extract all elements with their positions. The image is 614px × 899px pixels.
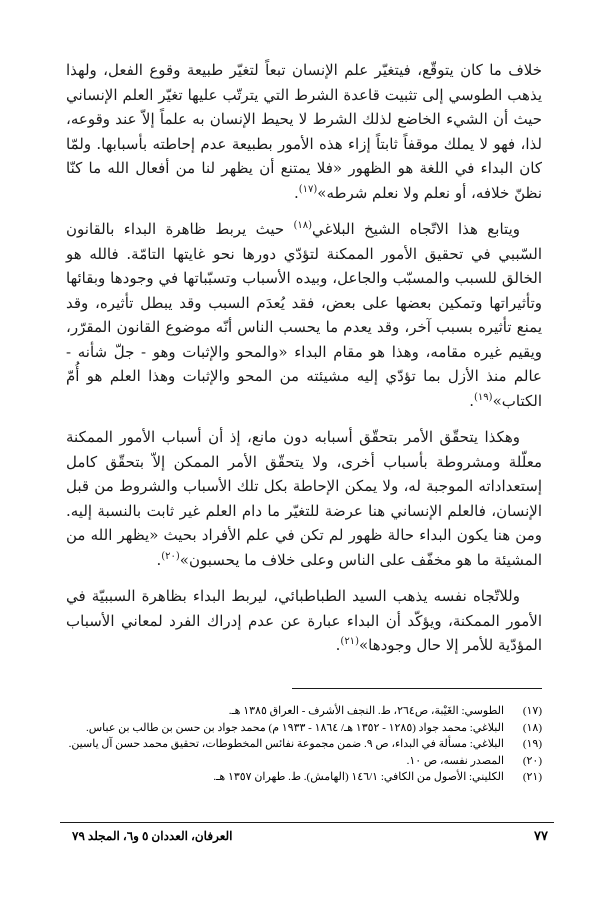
footnote-number: (١٩) bbox=[522, 738, 542, 750]
footnote-ref-20: (٢٠) bbox=[161, 550, 180, 562]
footnote-text: الطوسي: الغَيْبة، ص٢٦٤، ط. النجف الأشرف - العراق ١٣٨٥ هـ. bbox=[228, 705, 504, 717]
footnote-21 bbox=[66, 770, 542, 786]
footnote-number: (٢٠) bbox=[522, 754, 542, 767]
footnote-text: البلاغي: محمد جواد (١٢٨٥ - ١٣٥٢ هـ/ ١٨٦٤ - ١٩٣٣ م) محمد جواد بن حسن بن طالب بن عباس. bbox=[86, 721, 504, 734]
footnote-text: المصدر نفسه، ص ١٠. bbox=[406, 754, 504, 767]
paragraph-2-text-a: ويتابع هذا الاتّجاه الشيخ البلاغي bbox=[312, 220, 520, 238]
footnote-number: (١٨) bbox=[522, 721, 542, 734]
footnotes-list bbox=[66, 704, 542, 787]
footnote-number: (٢١) bbox=[522, 771, 542, 783]
paragraph-4-text: وللاتّجاه نفسه يذهب السيد الطباطبائي، ليربط البداء بظاهرة السببيّة في الأمور الممكنة، ويؤكّد أن البداء عبارة عن عدم إدراك الفرد لمعاني الأسباب المؤدّية للأمر إلا حال وجودها» bbox=[66, 587, 542, 654]
paragraph-2: ويتابع هذا الاتّجاه الشيخ البلاغي$^{(١٨)}$ حيث يربط ظاهرة البداء بالقانون السّببي في تحقيق الأمور الممكنة لتؤدّي دورها نحو غايتها التامّة. فالله هو الخالق للسبب والمسبّب والجاعل، وبيده الأسباب وتسبّباتها في وجودها وبقائها وتأثيراتها وتمكين بعضها على بعض، فقد يُعدَم السبب وقد يبطل تأثيره، وقد يمنع تأثيره بسبب آخر، وقد يعدم ما يحسب الناس أنّه موضوع القانون المقرّر، ويقيم غيره مقامه، وهذا هو مقام البداء «والمحو والإثبات وهو - جلّ شأنه - عالم منذ الأزل بما تؤدّي إليه مشيئته من المحو والإثبات وهذا العلم هو أُمّ الكتاب»$^{(١٩)}$. bbox=[66, 220, 542, 410]
footnote-separator bbox=[292, 688, 542, 689]
footnote-19 bbox=[66, 737, 542, 753]
footnote-20 bbox=[66, 754, 542, 770]
paragraph-3: وهكذا يتحقّق الأمر بتحقّق أسبابه دون مانع، إذ أن أسباب الأمور الممكنة معلّلة ومشروطة بأسباب أخرى، ولا يتحقّق الأمر الممكن إلاّ بتحقّق كامل إستعداداته الموجبة له، ولا يمكن الإحاطة بكل تلك الأسباب والشروط من قبل الإنسان، فالعلم الإنساني هنا عرضة للتغيّر ما دام العلم غير ثابت بالنسبة إليه. ومن هنا يكون البداء حالة ظهور لم تكن في علم الأفراد بحيث «يظهر الله من المشيئة ما هو مخفّف على الناس وعلى خلاف ما يحسبون»$^{(٢٠)}$. bbox=[66, 428, 542, 569]
footnote-number: (١٧) bbox=[522, 705, 542, 717]
paragraph-3-text: وهكذا يتحقّق الأمر بتحقّق أسبابه دون مانع، إذ أن أسباب الأمور الممكنة معلّلة ومشروطة بأسباب أخرى، ولا يتحقّق الأمر الممكن إلاّ بتحقّق كامل إستعداداته الموجبة له، ولا يمكن الإحاطة بكل تلك الأسباب والشروط من قبل الإنسان، فالعلم الإنساني هنا عرضة للتغيّر ما دام العلم غير ثابت بالنسبة إليه. ومن هنا يكون البداء حالة ظهور لم تكن في علم الأفراد بحيث «يظهر الله من المشيئة ما هو مخفّف على الناس وعلى خلاف ما يحسبون» bbox=[66, 428, 542, 569]
paragraph-1-text: خلاف ما كان يتوقّع، فيتغيّر علم الإنسان تبعاً لتغيّر طبيعة وقوع الفعل، ولهذا يذهب الطوسي إلى تثبيت قاعدة الشرط التي يترتّب عليها تغيّر العلم الإنساني حيث أن الشيء الخاضع لذلك الشرط لا يحيط الإنسان به علماً إلاّ عند وقوعه، لذا، فهو لا يملك موقفاً ثابتاً إزاء هذه الأمور بطبيعة عدم إحاطته بأسبابها. ولمّا كان البداء في اللغة هو الظهور «فلا يمتنع أن يظهر لنا من أفعال الله ما كنّا نظنّ خلافه، أو نعلم ولا نعلم شرطه» bbox=[66, 61, 542, 202]
main-body-text bbox=[66, 58, 542, 658]
footnote-ref-18: (١٨) bbox=[293, 220, 313, 231]
footnote-text: الكليني: الأصول من الكافي: ١٤٦/١ (الهامش). ط. طهران ١٣٥٧ هـ. bbox=[213, 771, 504, 783]
page-number: ٧٧ bbox=[534, 828, 548, 843]
paragraph-1: خلاف ما كان يتوقّع، فيتغيّر علم الإنسان تبعاً لتغيّر طبيعة وقوع الفعل، ولهذا يذهب الطوسي إلى تثبيت قاعدة الشرط التي يترتّب عليها تغيّر العلم الإنساني حيث أن الشيء الخاضع لذلك الشرط لا يحيط الإنسان به علماً إلاّ عند وقوعه، لذا، فهو لا يملك موقفاً ثابتاً إزاء هذه الأمور بطبيعة عدم إحاطته بأسبابها. ولمّا كان البداء في اللغة هو الظهور «فلا يمتنع أن يظهر لنا من أفعال الله ما كنّا نظنّ خلافه، أو نعلم ولا نعلم شرطه»$^{(١٧)}$. bbox=[66, 61, 542, 202]
footer-separator bbox=[60, 822, 554, 823]
footnote-17 bbox=[66, 704, 542, 720]
paragraph-4: وللاتّجاه نفسه يذهب السيد الطباطبائي، ليربط البداء بظاهرة السببيّة في الأمور الممكنة، ويؤكّد أن البداء عبارة عن عدم إدراك الفرد لمعاني الأسباب المؤدّية للأمر إلا حال وجودها»$^{(٢١)}$. bbox=[66, 587, 542, 654]
footnote-ref-21: (٢١) bbox=[340, 636, 359, 647]
footnote-text: البلاغي: مسألة في البداء، ص ٩. ضمن مجموعة نفائس المخطوطات، تحقيق محمد حسن آل ياسين. bbox=[68, 738, 504, 750]
footnote-18 bbox=[66, 721, 542, 737]
footnote-ref-17: (١٧) bbox=[298, 183, 318, 195]
footnote-ref-19: (١٩) bbox=[474, 391, 493, 403]
journal-info: العرفان، العددان ٥ و٦، المجلد ٧٩ bbox=[72, 829, 233, 843]
paragraph-2-text-b: حيث يربط ظاهرة البداء بالقانون السّببي في تحقيق الأمور الممكنة لتؤدّي دورها نحو غايتها التامّة. فالله هو الخالق للسبب والمسبّب والجاعل، وبيده الأسباب وتسبّباتها في وجودها وبقائها وتأثيراتها وتمكين بعضها على بعض، فقد يُعدَم السبب وقد يبطل تأثيره، وقد يمنع تأثيره بسبب آخر، وقد يعدم ما يحسب الناس أنّه موضوع القانون المقرّر، ويقيم غيره مقامه، وهذا هو مقام البداء «والمحو والإثبات وهو - جلّ شأنه - عالم منذ الأزل بما تؤدّي إليه مشيئته من المحو والإثبات وهذا العلم هو أُمّ الكتاب» bbox=[66, 220, 542, 410]
